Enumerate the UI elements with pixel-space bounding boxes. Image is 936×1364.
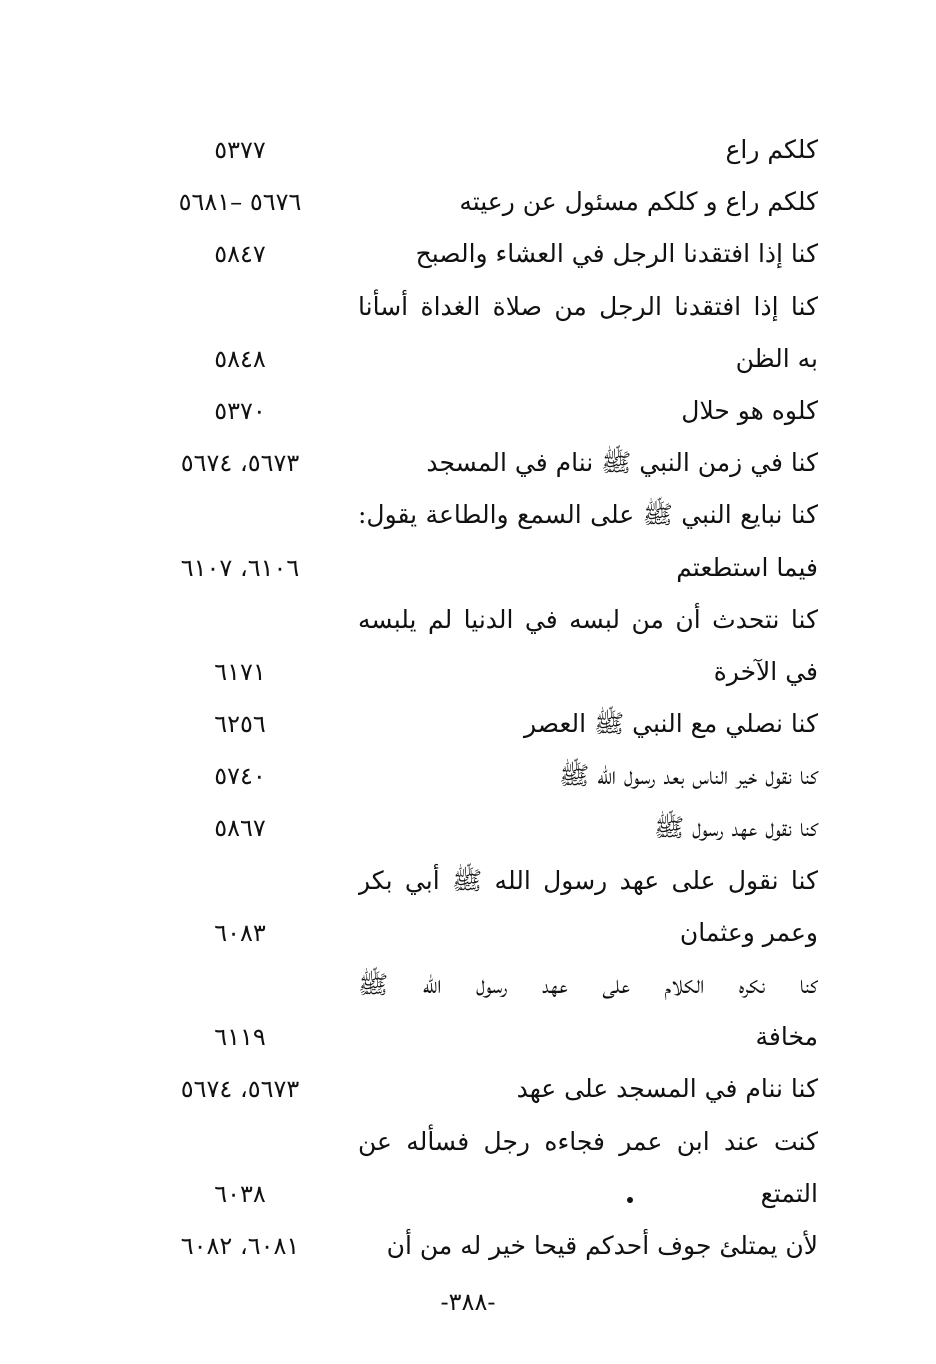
entry-text: كنا نتحدث أن من لبسه في الدنيا لم يلبسه bbox=[358, 604, 818, 634]
index-entry bbox=[0, 385, 936, 437]
entry-text: في الآخرة bbox=[713, 656, 818, 686]
index-entry bbox=[0, 228, 936, 280]
entry-reference-numbers: ٥٧٤٠ bbox=[214, 762, 266, 791]
entry-text: كلكم راع و كلكم مسئول عن رعيته bbox=[459, 187, 818, 217]
index-entry bbox=[0, 907, 936, 959]
index-entry bbox=[0, 176, 936, 228]
index-entry bbox=[0, 1063, 936, 1115]
entry-text: مخافة bbox=[755, 1022, 818, 1052]
entry-text: كنا نكره الكلام على عهد رسول الله ﷺ bbox=[358, 970, 818, 999]
index-entry bbox=[0, 646, 936, 698]
entry-text: كنا نقول خير الناس بعد رسول الله ﷺ bbox=[559, 761, 818, 791]
entry-text: التمتع bbox=[760, 1178, 818, 1208]
index-entry bbox=[0, 542, 936, 594]
index-entry bbox=[0, 1168, 936, 1220]
entry-text: كنا نبايع النبي ﷺ على السمع والطاعة يقول: bbox=[358, 500, 818, 530]
entry-reference-numbers: ٥٦٧٣، ٥٦٧٤ bbox=[180, 449, 300, 478]
entry-reference-numbers: ٦٠٣٨ bbox=[214, 1179, 266, 1208]
entry-text: فيما استطعتم bbox=[676, 552, 818, 582]
index-entry bbox=[0, 1116, 936, 1168]
entry-text: كنا إذا افتقدنا الرجل في العشاء والصبح bbox=[415, 239, 818, 269]
entry-text: كلكم راع bbox=[725, 135, 818, 164]
entry-text: كنا إذا افتقدنا الرجل من صلاة الغداة أسأنا bbox=[358, 291, 818, 321]
entry-reference-numbers: ٥٨٦٧ bbox=[214, 814, 266, 843]
entry-reference-numbers: ٦٠٨١، ٦٠٨٢ bbox=[180, 1231, 300, 1260]
index-entry bbox=[0, 959, 936, 1011]
index-entry bbox=[0, 698, 936, 750]
index-entry bbox=[0, 594, 936, 646]
entry-text: وعمر وعثمان bbox=[679, 917, 818, 947]
entry-text: كنا نقول عهد رسول ﷺ bbox=[653, 813, 818, 843]
entry-reference-numbers: ٦٠٨٣ bbox=[214, 918, 266, 947]
entry-text: لأن يمتلئ جوف أحدكم قيحا خير له من أن bbox=[386, 1230, 818, 1260]
entry-reference-numbers: ٦٢٥٦ bbox=[214, 710, 266, 739]
hadith-index-list bbox=[0, 124, 936, 1272]
ink-dot-mark bbox=[627, 1197, 633, 1203]
index-entry bbox=[0, 489, 936, 541]
entry-reference-numbers: ٦١١٩ bbox=[214, 1023, 266, 1052]
entry-text: كنت عند ابن عمر فجاءه رجل فسأله عن bbox=[358, 1126, 818, 1156]
index-entry bbox=[0, 802, 936, 854]
entry-text: كنا في زمن النبي ﷺ ننام في المسجد bbox=[426, 448, 818, 478]
page-number: -٣٨٨- bbox=[440, 1288, 496, 1316]
entry-text: به الظن bbox=[735, 343, 818, 373]
entry-text: كلوه هو حلال bbox=[681, 395, 818, 425]
index-entry bbox=[0, 124, 936, 176]
index-entry bbox=[0, 333, 936, 385]
index-entry bbox=[0, 1011, 936, 1063]
entry-reference-numbers: ٥٦٧٦ –٥٦٨١ bbox=[178, 188, 302, 217]
entry-reference-numbers: ٥٣٧٠ bbox=[214, 396, 266, 425]
entry-reference-numbers: ٥٦٧٣، ٥٦٧٤ bbox=[180, 1075, 300, 1104]
index-entry bbox=[0, 1220, 936, 1272]
index-entry bbox=[0, 281, 936, 333]
entry-reference-numbers: ٦١٠٦، ٦١٠٧ bbox=[180, 553, 300, 582]
entry-reference-numbers: ٥٣٧٧ bbox=[214, 136, 266, 164]
entry-text: كنا نقول على عهد رسول الله ﷺ أبي بكر bbox=[358, 865, 818, 895]
entry-reference-numbers: ٦١٧١ bbox=[214, 657, 266, 686]
index-entry bbox=[0, 437, 936, 489]
index-entry bbox=[0, 750, 936, 802]
entry-text: كنا ننام في المسجد على عهد bbox=[516, 1074, 818, 1104]
entry-reference-numbers: ٥٨٤٨ bbox=[214, 344, 266, 373]
entry-reference-numbers: ٥٨٤٧ bbox=[214, 240, 266, 269]
index-entry bbox=[0, 855, 936, 907]
entry-text: كنا نصلي مع النبي ﷺ العصر bbox=[523, 709, 818, 739]
